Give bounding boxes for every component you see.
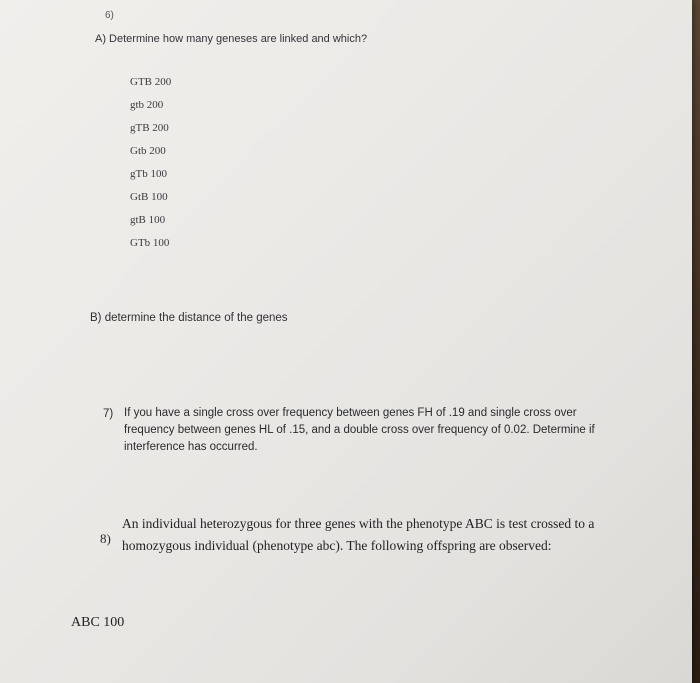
question-8-number: 8) [100,531,111,546]
question-7-number: 7) [103,408,114,420]
genotype-row: gTb 100 [130,168,167,180]
question-6-number: 6) [105,10,114,21]
genotype-row: GTB 200 [130,76,172,88]
question-6b-text: B) determine the distance of the genes [90,312,288,324]
question-8-line: homozygous individual (phenotype abc). The following offspring are observed: [122,538,552,553]
question-8-line: An individual heterozygous for three genes with the phenotype ABC is test crossed to a [122,516,595,531]
genotype-row: Gtb 200 [130,145,166,157]
genotype-row: GTb 100 [130,237,170,249]
genotype-row: GtB 100 [130,191,168,203]
question-7-line: If you have a single cross over frequency between genes FH of .19 and single cross over [124,407,577,419]
genotype-row: gtB 100 [130,214,166,226]
question-6a-text: A) Determine how many geneses are linked and which? [95,33,368,45]
offspring-row: ABC 100 [71,615,125,630]
genotype-row: gTB 200 [130,122,169,134]
question-7-line: interference has occurred. [124,441,258,453]
question-7-line: frequency between genes HL of .15, and a double cross over frequency of 0.02. Determine if [124,424,595,436]
genotype-row: gtb 200 [130,99,164,111]
